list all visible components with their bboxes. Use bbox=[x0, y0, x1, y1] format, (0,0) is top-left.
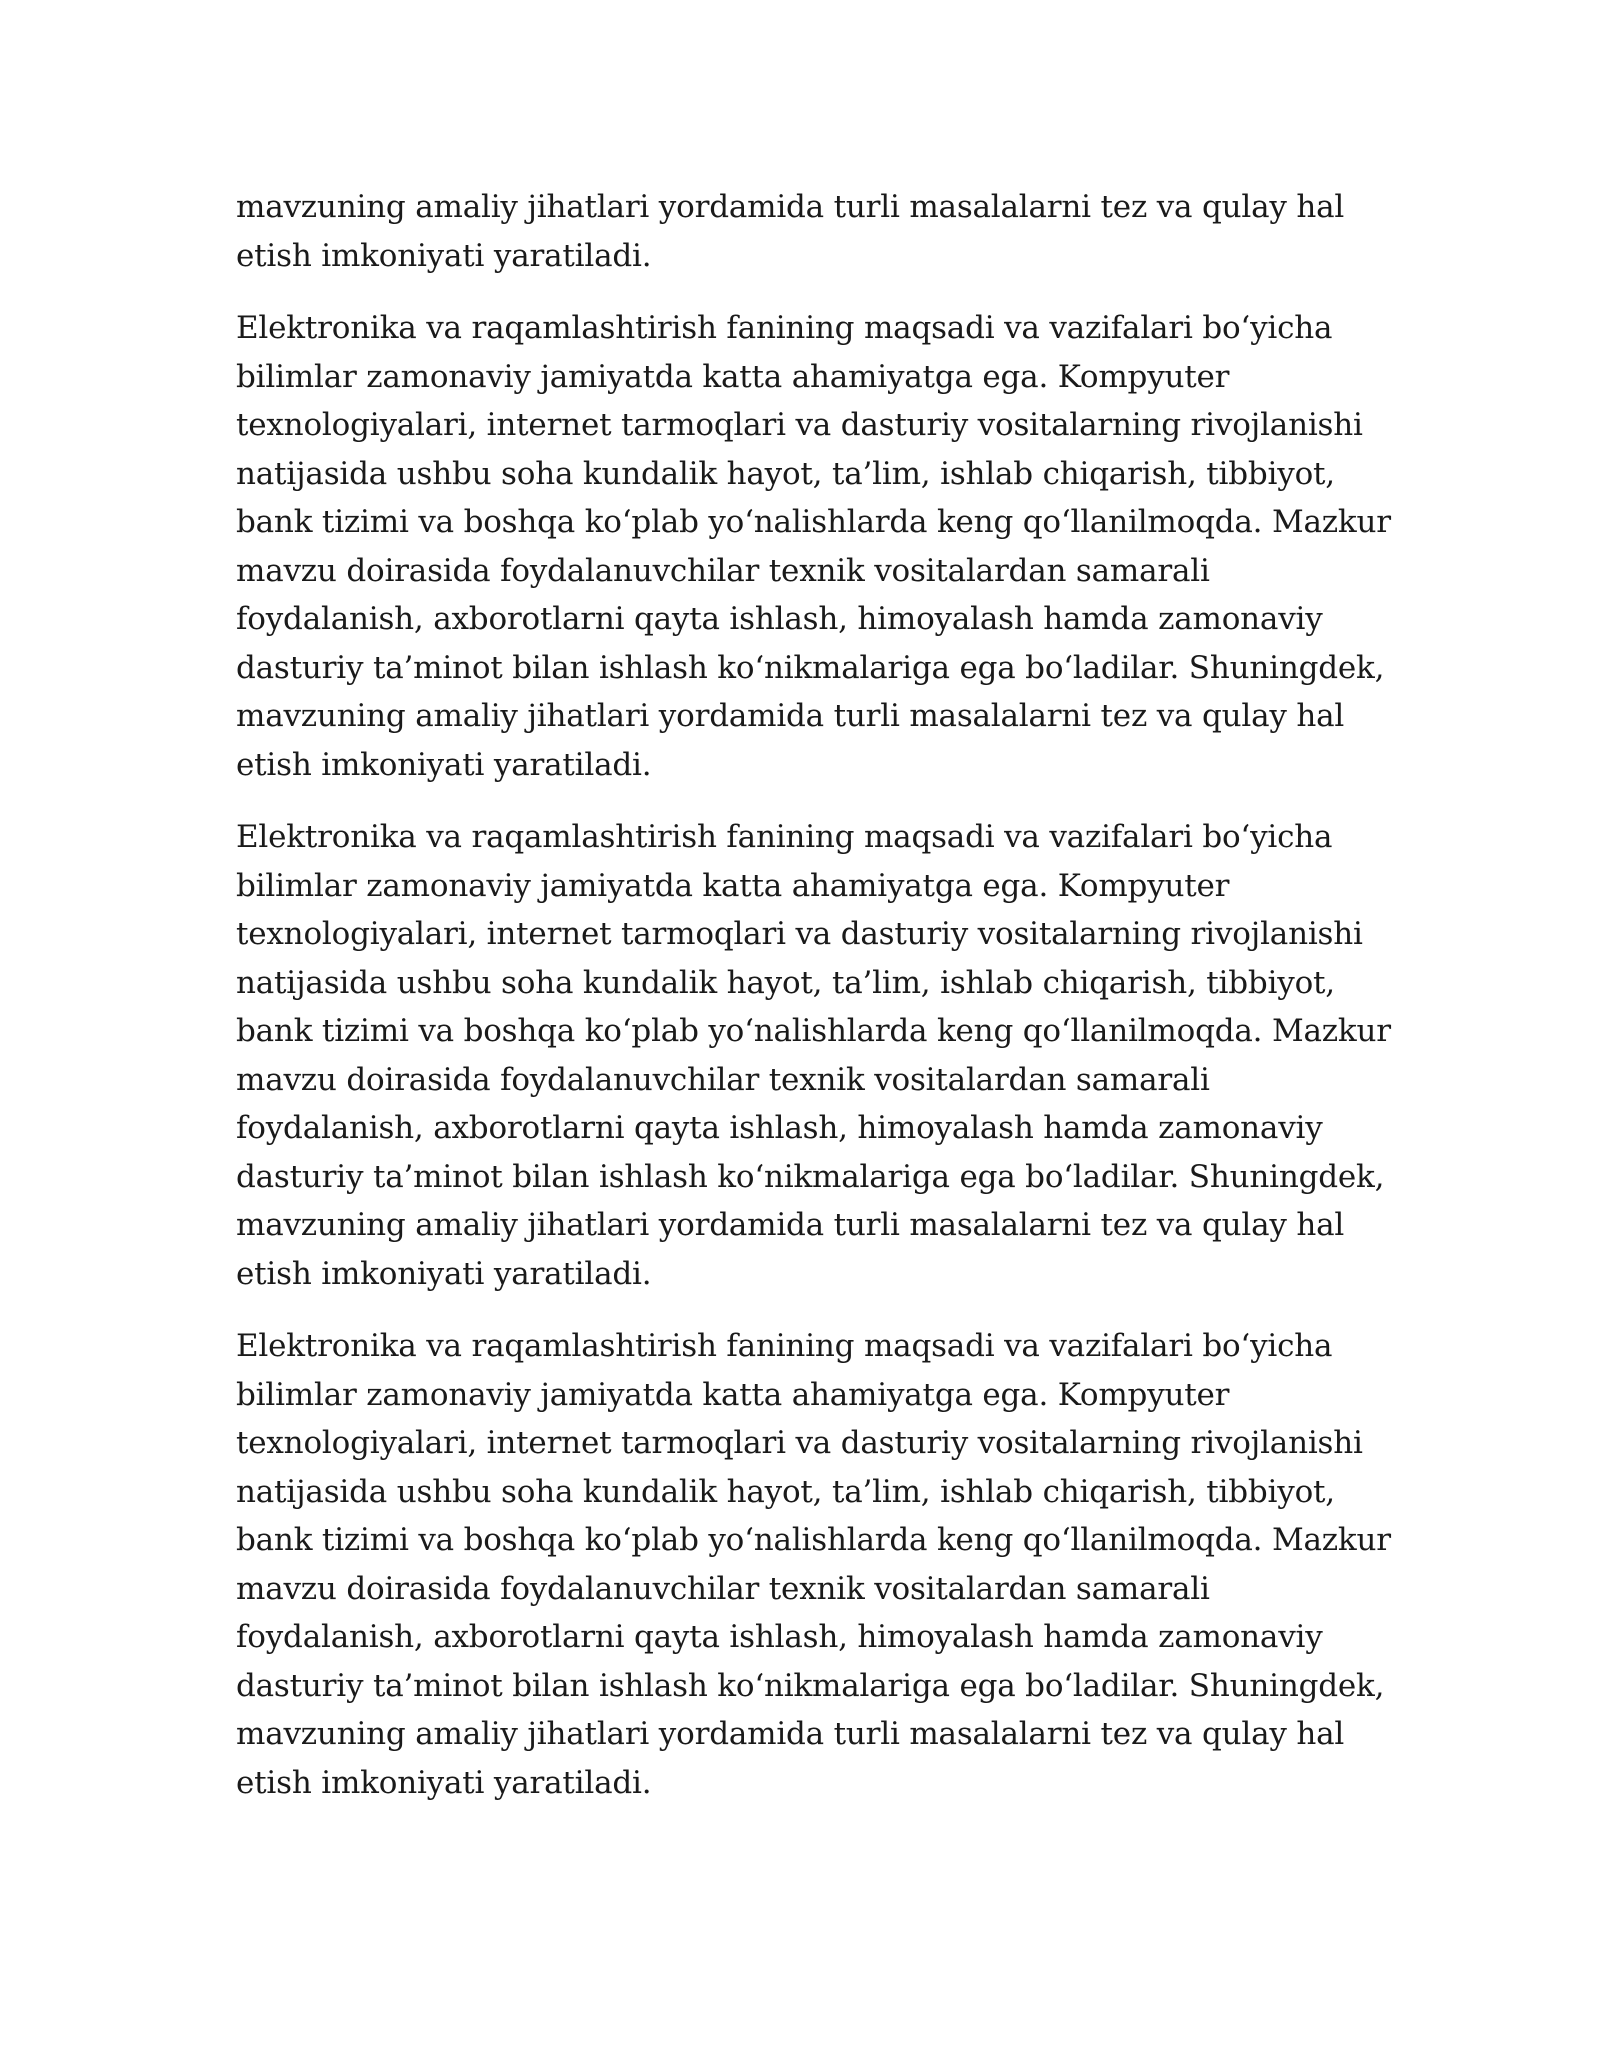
text-line: mavzuning amaliy jihatlari yordamida turli masalalarni tez va qulay hal bbox=[236, 1716, 1345, 1752]
text-line: etish imkoniyati yaratiladi. bbox=[236, 1255, 652, 1292]
text-line: foydalanish, axborotlarni qayta ishlash, himoyalash hamda zamonaviy bbox=[236, 1110, 1323, 1146]
text-line: etish imkoniyati yaratiladi. bbox=[236, 746, 652, 783]
text-line: dasturiy ta’minot bilan ishlash ko‘nikmalariga ega bo‘ladilar. Shuningdek, bbox=[236, 649, 1385, 686]
text-line: bilimlar zamonaviy jamiyatda katta ahamiyatga ega. Kompyuter bbox=[236, 358, 1230, 395]
text-line: mavzuning amaliy jihatlari yordamida turli masalalarni tez va qulay hal bbox=[236, 189, 1345, 225]
paragraph-3 bbox=[236, 813, 1391, 1298]
text-line: natijasida ushbu soha kundalik hayot, ta’lim, ishlab chiqarish, tibbiyot, bbox=[236, 455, 1335, 492]
text-line: Elektronika va raqamlashtirish fanining maqsadi va vazifalari bo‘yicha bbox=[236, 1328, 1333, 1364]
text-line: bank tizimi va boshqa ko‘plab yo‘nalishlarda keng qo‘llanilmoqda. Mazkur bbox=[236, 1013, 1391, 1049]
paragraph-2 bbox=[236, 304, 1391, 789]
text-line: mavzuning amaliy jihatlari yordamida turli masalalarni tez va qulay hal bbox=[236, 1207, 1345, 1243]
document-body bbox=[236, 183, 1391, 1831]
text-line: bank tizimi va boshqa ko‘plab yo‘nalishlarda keng qo‘llanilmoqda. Mazkur bbox=[236, 1522, 1391, 1558]
text-line: dasturiy ta’minot bilan ishlash ko‘nikmalariga ega bo‘ladilar. Shuningdek, bbox=[236, 1667, 1385, 1704]
text-line: natijasida ushbu soha kundalik hayot, ta’lim, ishlab chiqarish, tibbiyot, bbox=[236, 1473, 1335, 1510]
paragraph-1 bbox=[236, 183, 1376, 280]
paragraph-4 bbox=[236, 1322, 1391, 1807]
text-line: bilimlar zamonaviy jamiyatda katta ahamiyatga ega. Kompyuter bbox=[236, 867, 1230, 904]
text-line: bank tizimi va boshqa ko‘plab yo‘nalishlarda keng qo‘llanilmoqda. Mazkur bbox=[236, 504, 1391, 540]
text-line: natijasida ushbu soha kundalik hayot, ta’lim, ishlab chiqarish, tibbiyot, bbox=[236, 964, 1335, 1001]
text-line: texnologiyalari, internet tarmoqlari va dasturiy vositalarning rivojlanishi bbox=[236, 1425, 1363, 1461]
text-line: texnologiyalari, internet tarmoqlari va dasturiy vositalarning rivojlanishi bbox=[236, 916, 1363, 952]
text-line: dasturiy ta’minot bilan ishlash ko‘nikmalariga ega bo‘ladilar. Shuningdek, bbox=[236, 1158, 1385, 1195]
text-line: mavzuning amaliy jihatlari yordamida turli masalalarni tez va qulay hal bbox=[236, 698, 1345, 734]
text-line: foydalanish, axborotlarni qayta ishlash, himoyalash hamda zamonaviy bbox=[236, 601, 1323, 637]
text-line: Elektronika va raqamlashtirish fanining maqsadi va vazifalari bo‘yicha bbox=[236, 819, 1333, 855]
text-line: etish imkoniyati yaratiladi. bbox=[236, 237, 652, 274]
text-line: etish imkoniyati yaratiladi. bbox=[236, 1764, 652, 1801]
text-line: bilimlar zamonaviy jamiyatda katta ahamiyatga ega. Kompyuter bbox=[236, 1376, 1230, 1413]
text-line: mavzu doirasida foydalanuvchilar texnik vositalardan samarali bbox=[236, 552, 1210, 589]
text-line: Elektronika va raqamlashtirish fanining maqsadi va vazifalari bo‘yicha bbox=[236, 310, 1333, 346]
text-line: texnologiyalari, internet tarmoqlari va dasturiy vositalarning rivojlanishi bbox=[236, 407, 1363, 443]
text-line: mavzu doirasida foydalanuvchilar texnik vositalardan samarali bbox=[236, 1061, 1210, 1098]
text-line: mavzu doirasida foydalanuvchilar texnik vositalardan samarali bbox=[236, 1570, 1210, 1607]
text-line: foydalanish, axborotlarni qayta ishlash, himoyalash hamda zamonaviy bbox=[236, 1619, 1323, 1655]
